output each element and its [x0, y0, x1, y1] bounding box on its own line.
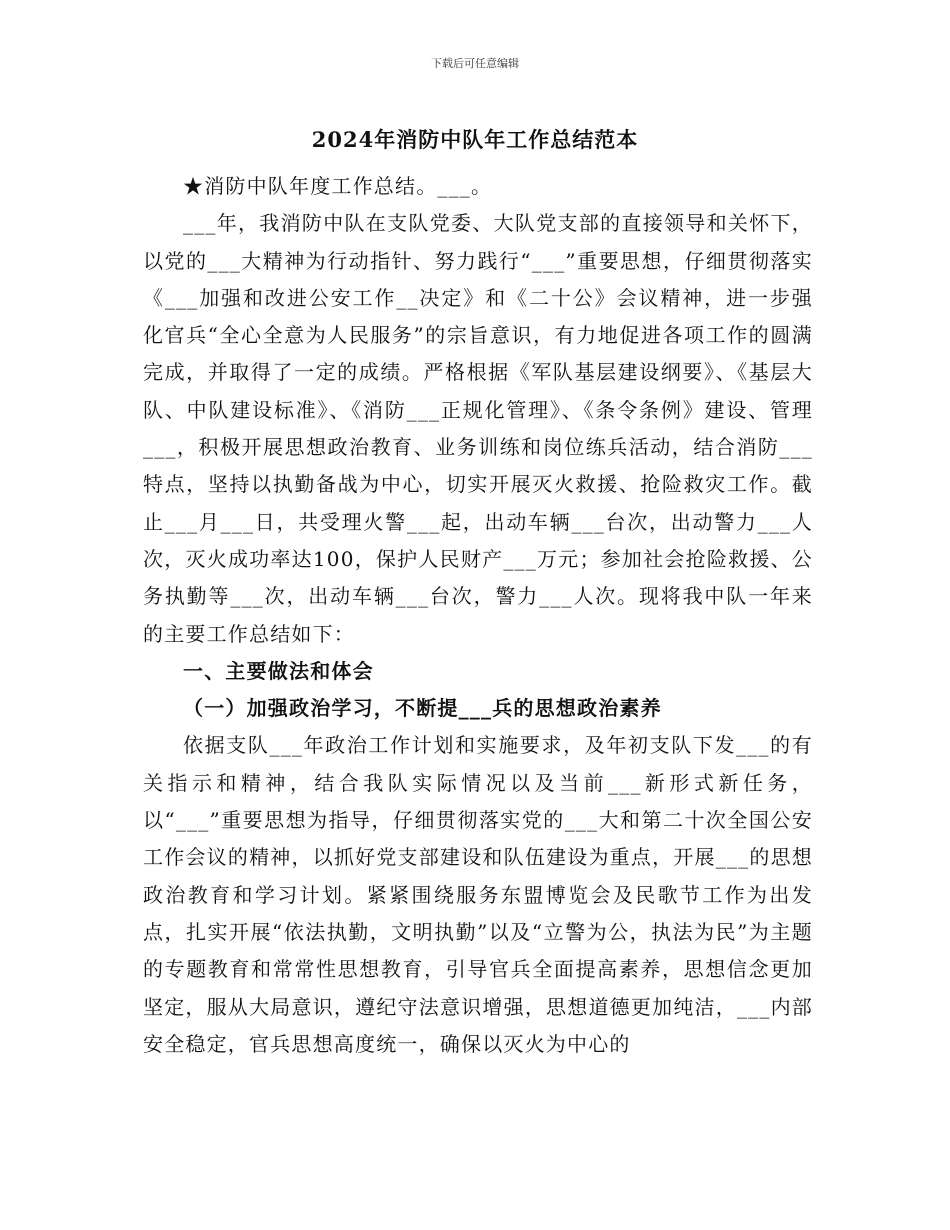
- section-heading: 一、主要做法和体会: [183, 658, 374, 683]
- document-body: [143, 168, 813, 1063]
- document-title: 2024年消防中队年工作总结范本: [311, 127, 639, 152]
- intro-paragraph: ★消防中队年度工作总结。___。: [183, 174, 493, 198]
- body-paragraph: 依据支队___年政治工作计划和实施要求，及年初支队下发___的有关指示和精神，结合我队实际情况以及当前___新形式新任务，以“___”重要思想为指导，仔细贯彻落实党的___大和第二十次全国公安工作会议的精神，以抓好党支部建设和队伍建设为重点，开展___的思想政治教育和学习计划。紧紧围绕服务东盟博览会及民歌节工作为出发点，扎实开展“依法执勤，文明执勤”以及“立警为公，执法为民”为主题的专题教育和常常性思想教育，引导官兵全面提高素养，思想信念更加坚定，服从大局意识，遵纪守法意识增强，思想道德更加纯洁，___内部安全稳定，官兵思想高度统一，确保以灭火为中心的: [143, 733, 813, 1056]
- body-paragraph: ___年，我消防中队在支队党委、大队党支部的直接领导和关怀下，以党的___大精神为行动指针、努力践行“___”重要思想，仔细贯彻落实《___加强和改进公安工作__决定》和《二十公》会议精神，进一步强化官兵“全心全意为人民服务”的宗旨意识，有力地促进各项工作的圆满完成，并取得了一定的成绩。严格根据《军队基层建设纲要》、《基层大队、中队建设标准》、《消防___正规化管理》、《条令条例》建设、管理___，积极开展思想政治教育、业务训练和岗位练兵活动，结合消防___特点，坚持以执勤备战为中心，切实开展灭火救援、抢险救灾工作。截止___月___日，共受理火警___起，出动车辆___台次，出动警力___人次，灭火成功率达100，保护人民财产___万元；参加社会抢险救援、公务执勤等___次，出动车辆___台次，警力___人次。现将我中队一年来的主要工作总结如下：: [143, 211, 813, 646]
- header-note: 下载后可任意编辑: [431, 57, 519, 70]
- subsection-heading: （一）加强政治学习，不断提___兵的思想政治素养: [183, 696, 662, 721]
